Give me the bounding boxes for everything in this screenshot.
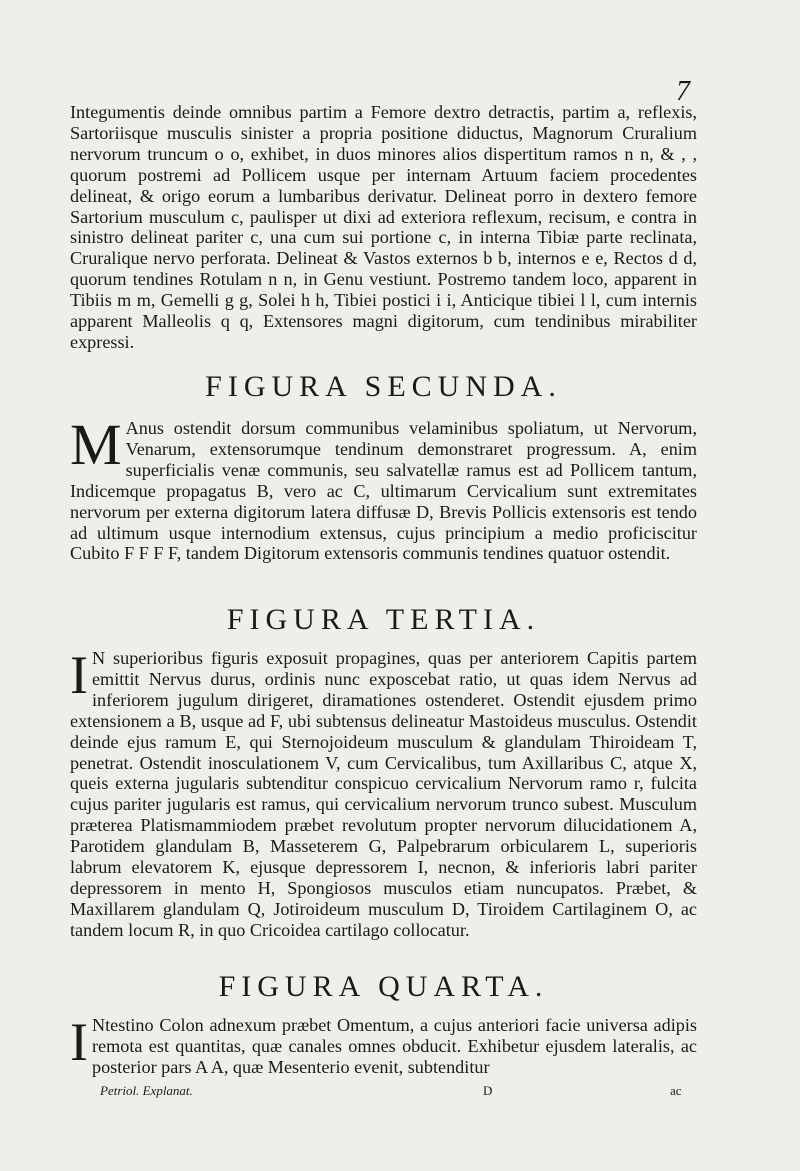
top-paragraph: Integumentis deinde omnibus partim a Femore dextro detractis, partim a, reflexis, Sartoriisque musculis sinister a propria positione diductus, Magnorum Cruralium nervorum truncum o o, exhibet, in duos minores alios dispertitum ramos n n, & , , quorum postremi ad Pollicem usque per internam Artuum faciem procedentes delineat, & origo eorum a lumbaribus derivatur. Delineat porro in dextero femore Sartorium musculum c, paulisper ut dixi ad exteriora reflexum, recisum, e contra in sinistro delineat pariter c, una cum sui portione c, in interna Tibiæ parte reclinata, Cruralique nervo perforata. Delineat & Vastos externos b b, internos e e, Rectos d d, quorum tendines Rotulam n n, in Genu vestiunt. Postremo tandem loco, apparent in Tibiis m m, Gemelli g g, Solei h h, Tibiei postici i i, Anticique tibiei l l, cum internis apparent Malleolis q q, Extensores magni digitorum, cum tendinibus mirabiliter expressi. bbox=[70, 102, 697, 352]
section-heading: FIGURA QUARTA. bbox=[218, 970, 549, 1003]
section-paragraph bbox=[70, 645, 697, 941]
section-figura-tertia-body bbox=[70, 645, 697, 941]
catchword: ac bbox=[670, 1083, 682, 1098]
section-heading: FIGURA TERTIA. bbox=[226, 603, 541, 636]
signature-mark: D bbox=[483, 1083, 493, 1098]
section-paragraph bbox=[70, 412, 697, 564]
page-number: 7 bbox=[676, 76, 690, 107]
section-figura-quarta-body bbox=[70, 1012, 697, 1078]
section-figura-secunda bbox=[70, 370, 697, 404]
section-heading: FIGURA SECUNDA. bbox=[205, 370, 562, 403]
drop-cap: I bbox=[70, 645, 88, 705]
section-figura-tertia bbox=[70, 603, 697, 637]
footer-author: Petriol. Explanat. bbox=[100, 1083, 193, 1098]
section-paragraph bbox=[70, 1012, 697, 1078]
section-text: Anus ostendit dorsum communibus velaminibus spoliatum, ut Nervorum, Venarum, extensorumque tendinum demonstraret progressum. A, enim superficialis venæ communis, seu salvatellæ ramus est ad Pollicem tantum, Indicemque propagatus B, vero ac C, ultimarum Cervicalium sunt extremitates nervorum per externa digitorum latera diffusæ D, Brevis Pollicis extensoris est tendo ad ultimum usque internodium extensus, cujus principium a medio proficiscitur Cubito F F F F, tandem Digitorum extensoris communis tendines quatuor ostendit. bbox=[70, 418, 697, 564]
section-text: N superioribus figuris exposuit propagines, quas per anteriorem Capitis partem emittit Nervus durus, ordinis nunc exposcebat ratio, ut quas idem Nervus ad inferiorem jugulum dirigeret, diramationes ostenderet. Ostendit ejusdem primo extensionem a B, usque ad F, ubi subtensus delineatur Mastoideus musculus. Ostendit deinde ejus ramum E, qui Sternojoideum musculum & glandulam Thiroideam T, penetrat. Ostendit inosculationem V, cum Cervicalibus, tum Axillaribus C, atque X, queis externa jugularis subtenditur conspicuo cervicalium Nervorum ramo r, fulcita cujus pariter jugularis est ramus, qui cervicalium nervorum trunco subest. Musculum præterea Platismammiodem præbet revolutum propter nervorum dilucidationem A, Parotidem glandulam B, Masseterem G, Palpebrarum orbicularem L, superioris labrum elevatorem K, ejusque depressorem I, necnon, & inferioris labri pariter depressorem in mento H, Spongiosos musculos etiam nuncupatos. Præbet, & Maxillarem glandulam Q, Jotiroideum musculum D, Tiroidem Cartilaginem O, ac tandem locum R, in quo Cricoidea cartilago collocatur. bbox=[70, 648, 697, 940]
drop-cap: M bbox=[70, 412, 122, 477]
section-text: Ntestino Colon adnexum præbet Omentum, a cujus anteriori facie universa adipis remota est quantitas, quæ canales omnes obducit. Exhibetur ejusdem lateralis, ac posterior pars A A, quæ Mesenterio evenit, subtenditur bbox=[91, 1015, 697, 1077]
section-figura-quarta bbox=[70, 970, 697, 1004]
section-figura-secunda-body bbox=[70, 412, 697, 564]
top-paragraph-block bbox=[70, 102, 697, 353]
drop-cap: I bbox=[70, 1012, 88, 1072]
